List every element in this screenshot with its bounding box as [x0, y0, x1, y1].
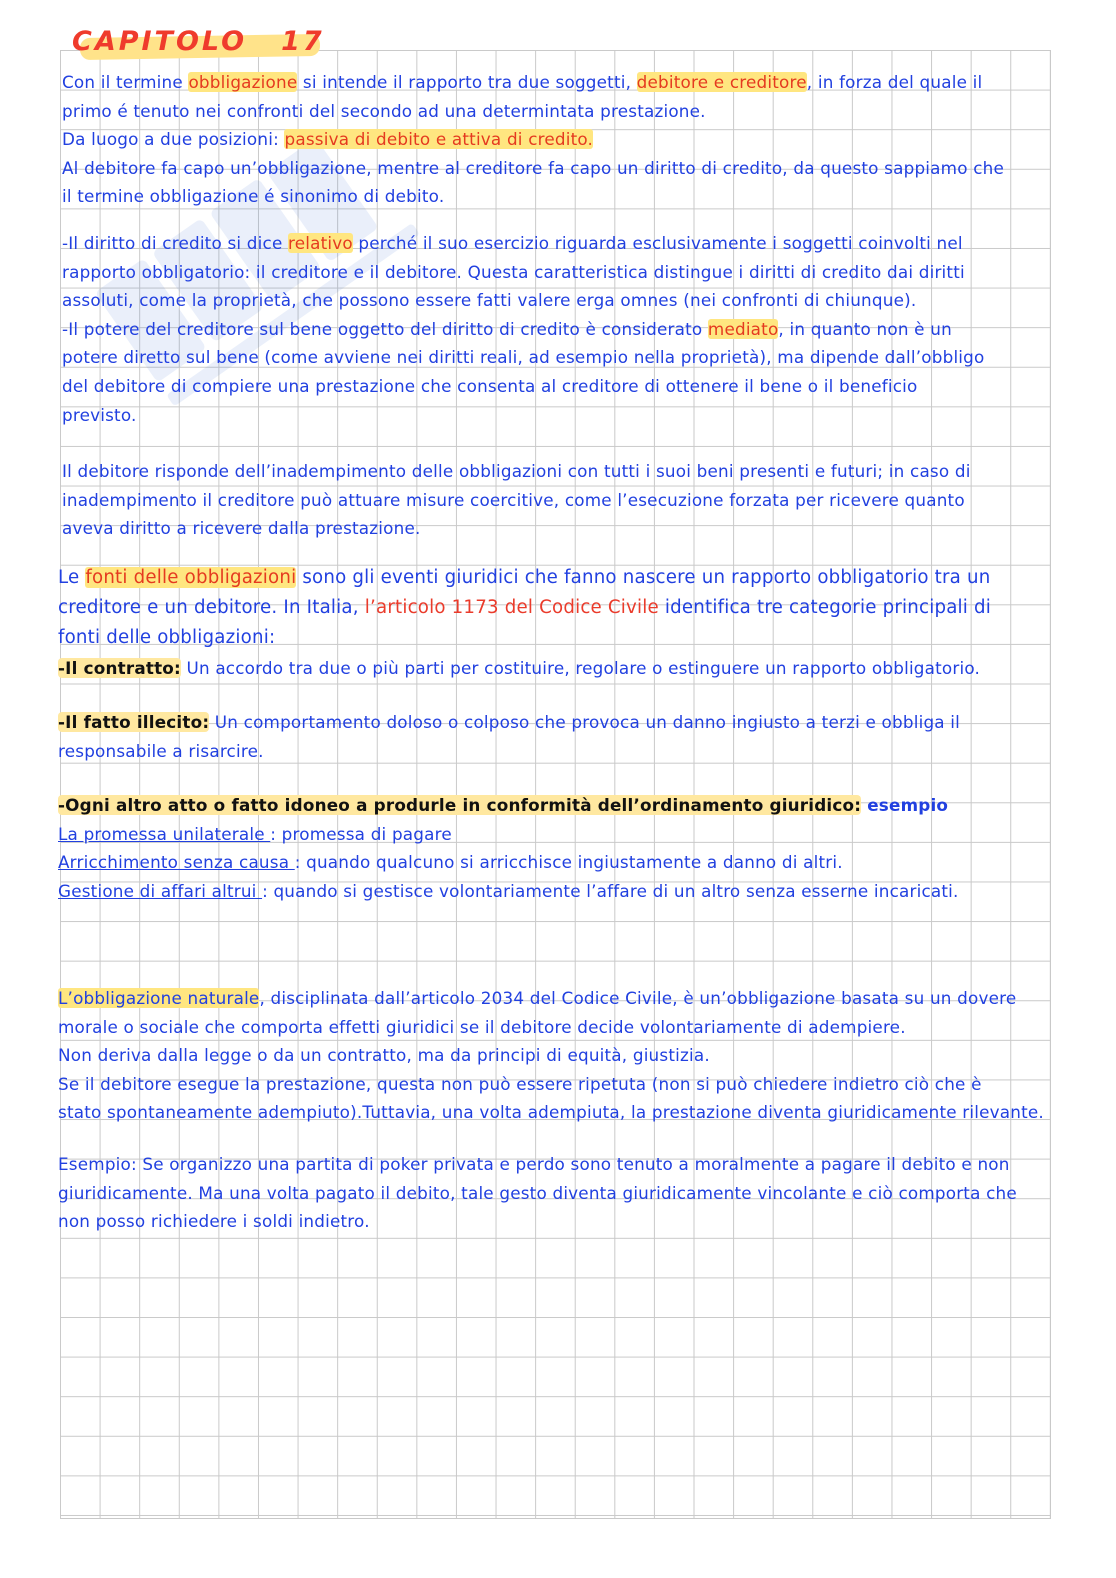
paragraph-inadempimento: Il debitore risponde dell’inadempimento delle obbligazioni con tutti i suoi beni presenti e futuri; in caso di inadempimento il creditore può attuare misure coercitive, come l’esecuzione forzata per ricevere quanto aveva diritto a ricevere dalla prestazione. — [62, 461, 971, 539]
example-promessa: La promessa unilaterale — [58, 823, 271, 844]
chapter-number: 17 — [281, 26, 325, 57]
paragraph-obbligazione-naturale: L’obbligazione naturale, disciplinata dall’articolo 2034 del Codice Civile, è un’obbligazione basata su un dovere morale o sociale che comporta effetti giuridici se il debitore decide volontariamente di adempiere. Non deriva dalla legge o da un contratto, ma da principi di equità, giustizia. Se il debitore esegue la prestazione, questa non può essere ripetuta (non si può chiedere indietro ciò che è stato spontaneamente adempiuto).Tuttavia, una volta adempiuta, la prestazione diventa giuridicamente rilevante. — [58, 988, 1044, 1123]
term-relativo: relativo — [288, 233, 353, 253]
term-obbligazione: obbligazione — [188, 72, 298, 92]
paragraph-fonti: Le fonti delle obbligazioni sono gli eventi giuridici che fanno nascere un rapporto obbligatorio tra un creditore e un debitore. In Italia, l’articolo 1173 del Codice Civile identifica tre categorie principali di fonti delle obbligazioni: — [58, 567, 992, 648]
label-altro-atto: -Ogni altro atto o fatto idoneo a produrle in conformità dell’ordinamento giuridico: — [58, 795, 862, 815]
example-gestione: Gestione di affari altrui — [58, 880, 263, 901]
paragraph-diritto-credito: -Il diritto di credito si dice relativo perché il suo esercizio riguarda esclusivamente i soggetti coinvolti nel rapporto obbligatorio: il creditore e il debitore. Questa caratteristica distingue i diritti di credito dai diritti assoluti, come la proprietà, che possono essere fatti valere erga omnes (nei confronti di chiunque). -Il potere del creditore sul bene oggetto del diritto di credito è considerato mediato, in quanto non è un potere diretto sul bene (come avviene nei diritti reali, ad esempio nella proprietà), ma dipende dall’obbligo del debitore di compiere una prestazione che consenta al creditore di ottenere il bene o il beneficio previsto. — [62, 233, 985, 425]
example-arricchimento: Arricchimento senza causa — [58, 852, 295, 873]
source-altro-atto: -Ogni altro atto o fatto idoneo a produrle in conformità dell’ordinamento giuridico: esempio La promessa unilaterale : promessa di pagare Arricchimento senza causa : quando qualcuno si arricchisce ingiustamente a danno di altri. Gestione di affari altrui : quando si gestisce volontariamente l’affare di un altro senza esserne incaricati. — [58, 795, 959, 901]
term-debitore-creditore: debitore e creditore — [636, 72, 807, 92]
label-esempio: esempio — [861, 795, 949, 815]
paragraph-esempio: Esempio: Se organizzo una partita di poker privata e perdo sono tenuto a moralmente a pagare il debito e non giuridicamente. Ma una volta pagato il debito, tale gesto diventa giuridicamente vincolante e ciò comporta che non posso richiedere i soldi indietro. — [58, 1154, 1017, 1232]
label-fatto-illecito: -Il fatto illecito: — [58, 712, 210, 732]
label-contratto: -Il contratto: — [58, 658, 181, 678]
source-contratto: -Il contratto: Un accordo tra due o più parti per costituire, regolare o estinguere un rapporto obbligatorio. — [58, 658, 981, 678]
term-obbligazione-naturale: L’obbligazione naturale — [58, 988, 260, 1008]
paragraph-definition: Con il termine obbligazione si intende il rapporto tra due soggetti, debitore e creditore, in forza del quale il primo é tenuto nei confronti del secondo ad una determintata prestazione. Da luogo a due posizioni: passiva di debito e attiva di credito. Al debitore fa capo un’obbligazione, mentre al creditore fa capo un diritto di credito, da questo sappiamo che il termine obbligazione é sinonimo di debito. — [62, 72, 1004, 207]
chapter-title — [72, 26, 325, 57]
source-fatto-illecito: -Il fatto illecito: Un comportamento doloso o colposo che provoca un danno ingiusto a terzi e obbliga il responsabile a risarcire. — [58, 712, 961, 761]
term-mediato: mediato — [707, 318, 779, 339]
term-posizioni: passiva di debito e attiva di credito. — [284, 129, 594, 150]
article-1173: l’articolo 1173 del Codice Civile — [364, 597, 659, 618]
term-fonti: fonti delle obbligazioni — [85, 567, 297, 588]
chapter-word: CAPITOLO — [72, 26, 248, 57]
